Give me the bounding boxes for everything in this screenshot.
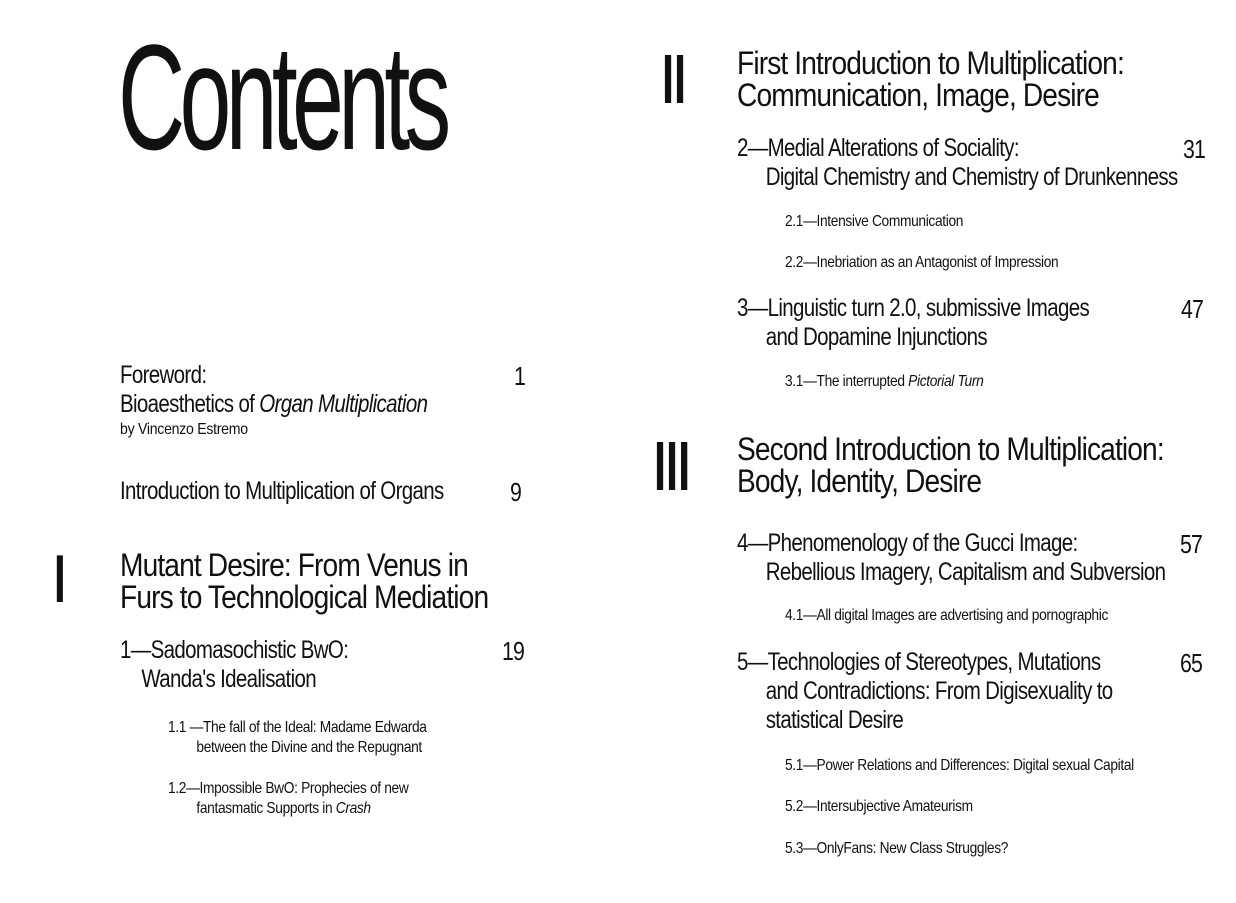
toc-section-2-1[interactable]: 2.1—Intensive Communication bbox=[785, 213, 964, 230]
page-number-foreword: 1 bbox=[514, 361, 526, 391]
part-title-3: Second Introduction to Multiplication: Body, Identity, Desire bbox=[737, 431, 1164, 499]
page-title: Contents bbox=[118, 13, 446, 181]
foreword-label: Foreword: bbox=[120, 361, 207, 389]
toc-entry-chapter-4[interactable]: 4—Phenomenology of the Gucci Image: Rebellious Imagery, Capitalism and Subversion bbox=[737, 529, 1166, 586]
foreword-subtitle: Bioaesthetics of Organ Multiplication bbox=[120, 390, 428, 418]
toc-section-1-2[interactable]: 1.2—Impossible BwO: Prophecies of new fantasmatic Supports in Crash bbox=[168, 780, 409, 817]
toc-entry-foreword[interactable] bbox=[120, 361, 427, 419]
part-numeral-3: III bbox=[654, 427, 691, 505]
toc-section-4-1[interactable]: 4.1—All digital Images are advertising and pornographic bbox=[785, 607, 1108, 624]
part-title-2: First Introduction to Multiplication: Communication, Image, Desire bbox=[737, 45, 1124, 113]
toc-section-5-2[interactable]: 5.2—Intersubjective Amateurism bbox=[785, 798, 973, 815]
page-number-chapter-5: 65 bbox=[1180, 648, 1203, 678]
toc-section-5-1[interactable]: 5.1—Power Relations and Differences: Digital sexual Capital bbox=[785, 757, 1134, 774]
foreword-byline: by Vincenzo Estremo bbox=[120, 421, 248, 438]
page-number-chapter-1: 19 bbox=[502, 636, 525, 666]
toc-section-2-2[interactable]: 2.2—Inebriation as an Antagonist of Impression bbox=[785, 254, 1059, 271]
page-number-introduction: 9 bbox=[510, 477, 522, 507]
toc-entry-introduction[interactable]: Introduction to Multiplication of Organs bbox=[120, 477, 444, 505]
page-number-chapter-4: 57 bbox=[1180, 529, 1203, 559]
toc-section-5-3[interactable]: 5.3—OnlyFans: New Class Struggles? bbox=[785, 840, 1009, 857]
toc-entry-chapter-3[interactable]: 3—Linguistic turn 2.0, submissive Images and Dopamine Injunctions bbox=[737, 294, 1090, 351]
page-number-chapter-2: 31 bbox=[1183, 134, 1206, 164]
page-number-chapter-3: 47 bbox=[1181, 294, 1204, 324]
toc-entry-chapter-2[interactable]: 2—Medial Alterations of Sociality: Digital Chemistry and Chemistry of Drunkenness bbox=[737, 134, 1178, 191]
part-title-1: Mutant Desire: From Venus in Furs to Technological Mediation bbox=[120, 547, 489, 615]
toc-section-1-1[interactable]: 1.1 —The fall of the Ideal: Madame Edwarda between the Divine and the Repugnant bbox=[168, 719, 427, 756]
toc-entry-chapter-1[interactable]: 1—Sadomasochistic BwO: Wanda's Idealisation bbox=[120, 636, 349, 693]
toc-section-3-1[interactable]: 3.1—The interrupted Pictorial Turn bbox=[785, 373, 984, 390]
part-numeral-1: I bbox=[54, 541, 66, 617]
part-numeral-2: II bbox=[662, 40, 687, 118]
toc-entry-chapter-5[interactable]: 5—Technologies of Stereotypes, Mutations and Contradictions: From Digisexuality to statistical Desire bbox=[737, 648, 1113, 734]
